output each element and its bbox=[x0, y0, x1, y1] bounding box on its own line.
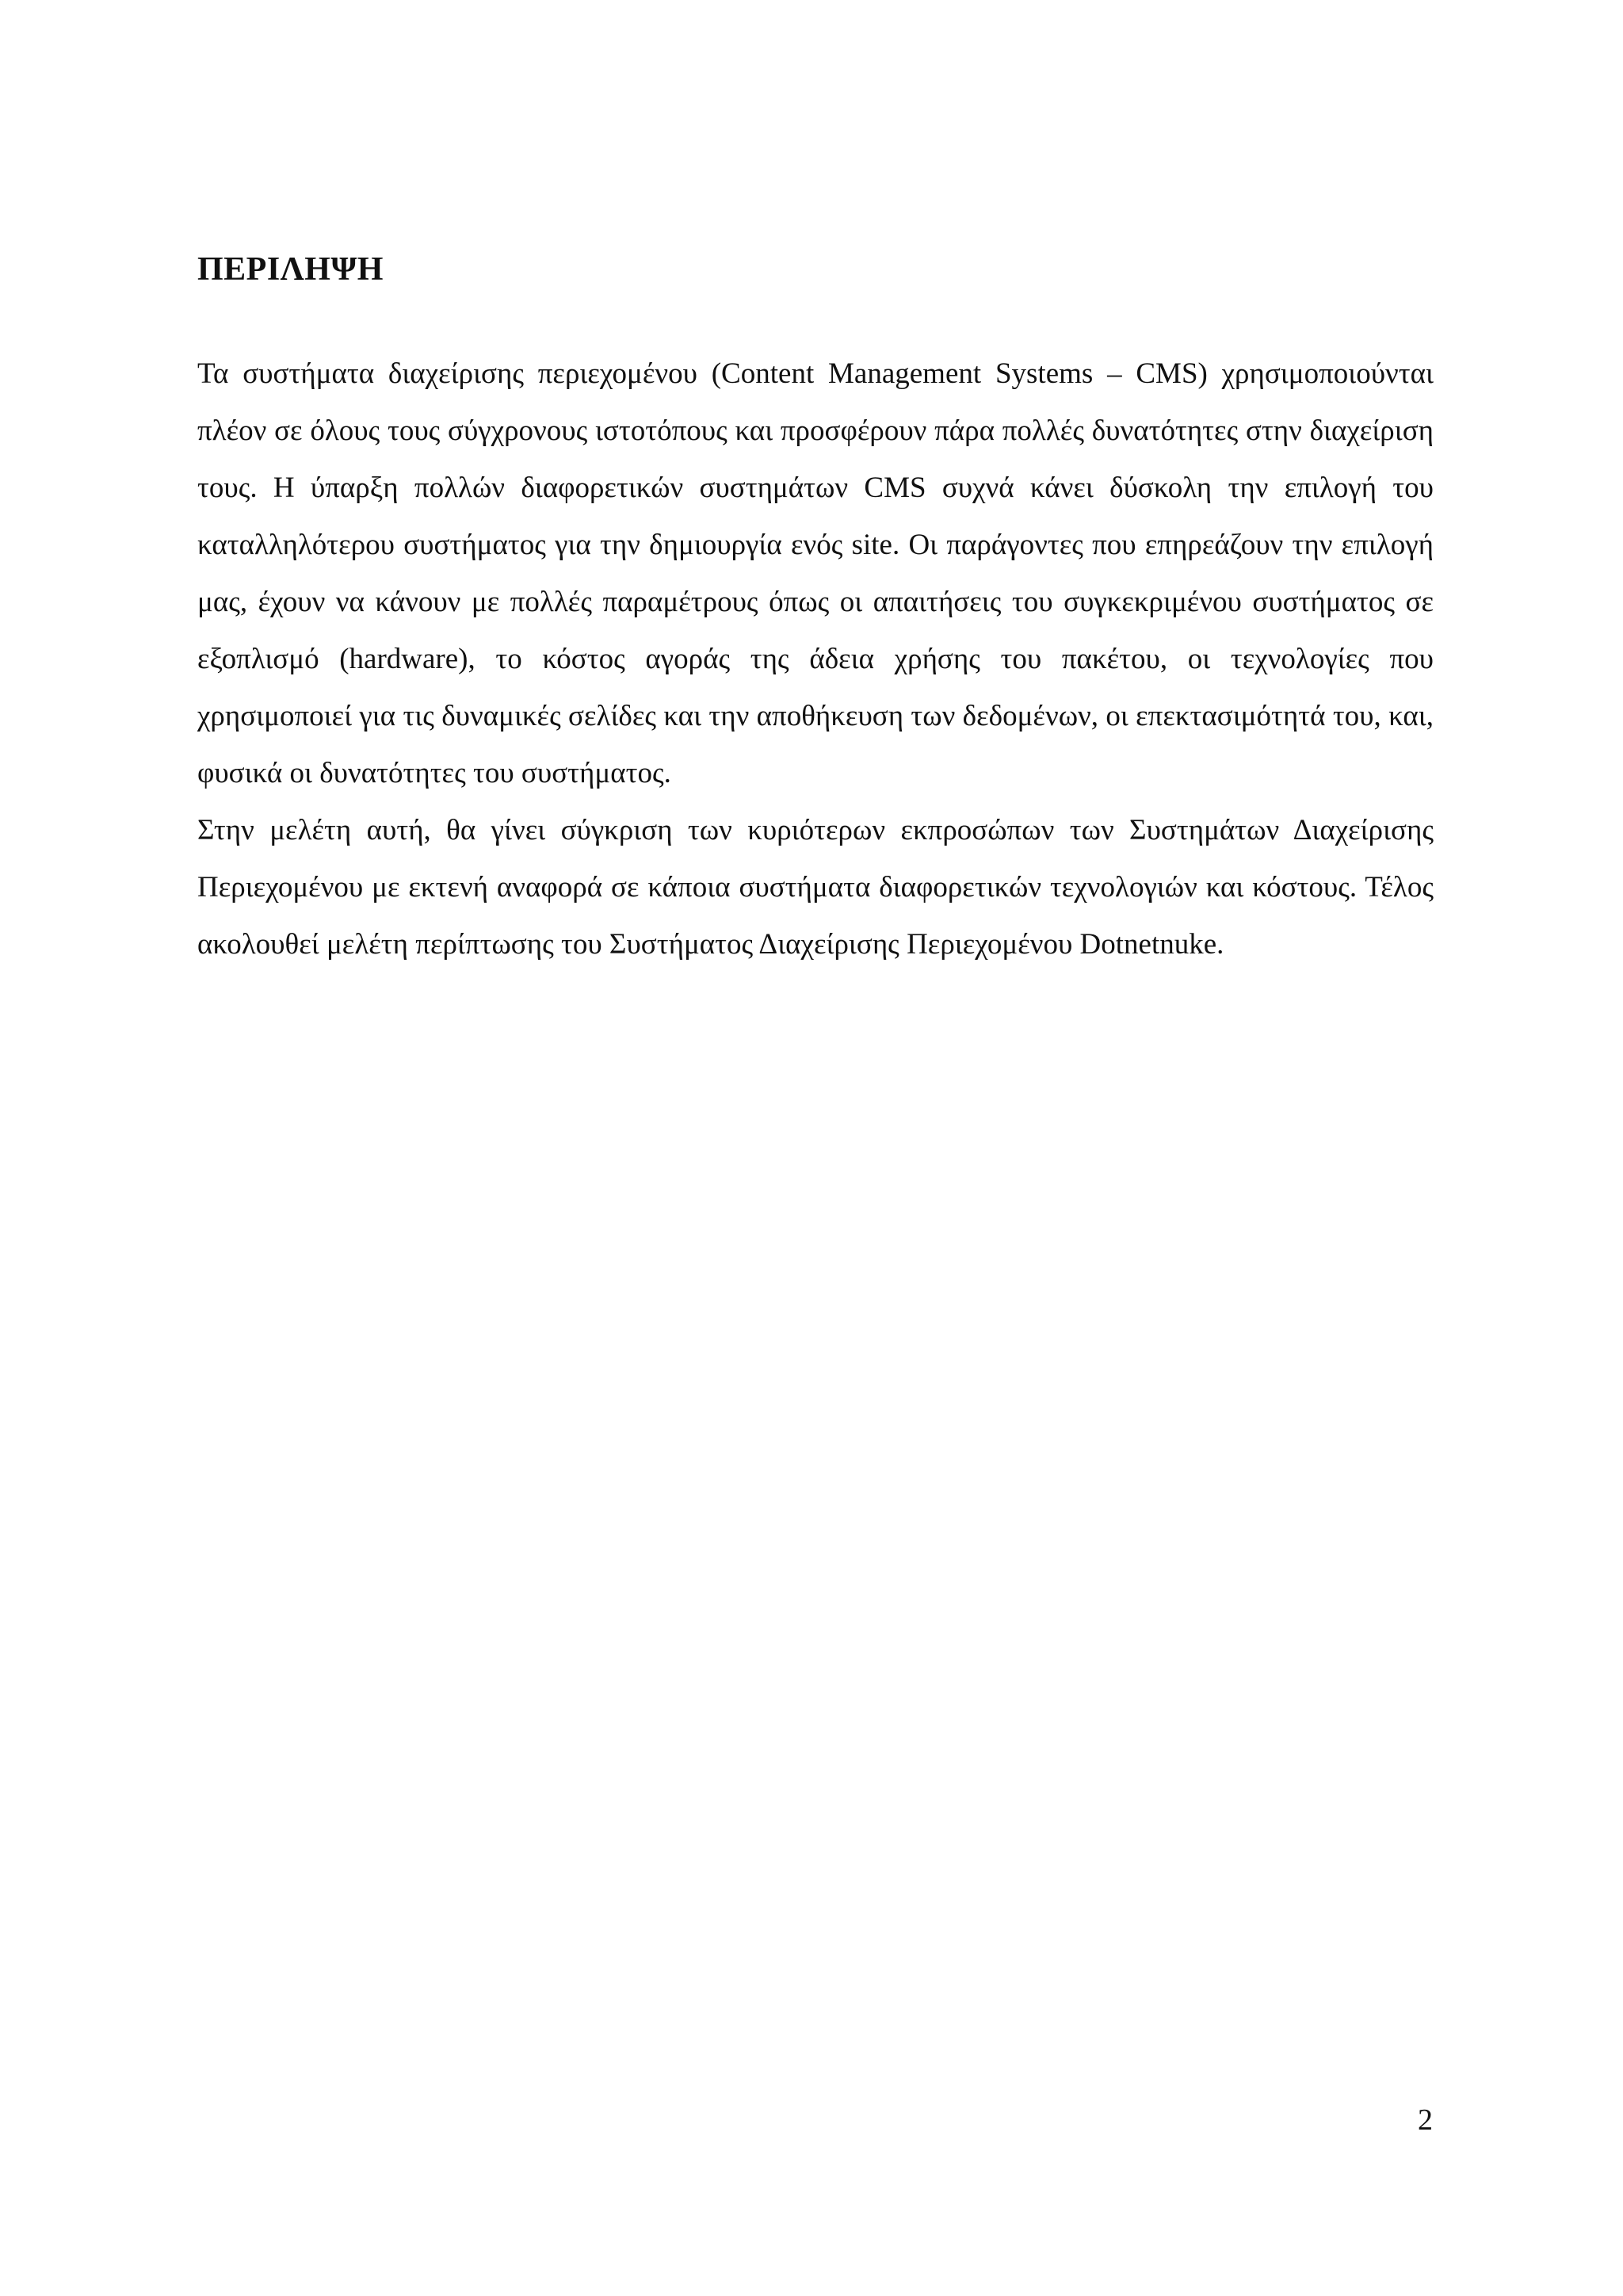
page-number: 2 bbox=[1418, 2103, 1433, 2137]
abstract-section bbox=[197, 246, 1434, 973]
abstract-heading: ΠΕΡΙΛΗΨΗ bbox=[197, 251, 384, 288]
abstract-paragraph-1: Τα συστήματα διαχείρισης περιεχομένου (Content Management Systems – CMS) χρησιμοποιούνται πλέον σε όλους τους σύγχρονους ιστοτόπους και προσφέρουν πάρα πολλές δυνατότητες στην διαχείριση τους. Η ύπαρξη πολλών διαφορετικών συστημάτων CMS συχνά κάνει δύσκολη την επιλογή του καταλληλότερου συστήματος για την δημιουργία ενός site. Οι παράγοντες που επηρεάζουν την επιλογή μας, έχουν να κάνουν με πολλές παραμέτρους όπως οι απαιτήσεις του συγκεκριμένου συστήματος σε εξοπλισμό (hardware), το κόστος αγοράς της άδεια χρήσης του πακέτου, οι τεχνολογίες που χρησιμοποιεί για τις δυναμικές σελίδες και την αποθήκευση των δεδομένων, οι επεκτασιμότητά του, και, φυσικά οι δυνατότητες του συστήματος. bbox=[197, 357, 1434, 789]
abstract-paragraph-2: Στην μελέτη αυτή, θα γίνει σύγκριση των κυριότερων εκπροσώπων των Συστημάτων Διαχείρισης Περιεχομένου με εκτενή αναφορά σε κάποια συστήματα διαφορετικών τεχνολογιών και κόστους. Τέλος ακολουθεί μελέτη περίπτωσης του Συστήματος Διαχείρισης Περιεχομένου Dotnetnuke. bbox=[197, 814, 1434, 961]
